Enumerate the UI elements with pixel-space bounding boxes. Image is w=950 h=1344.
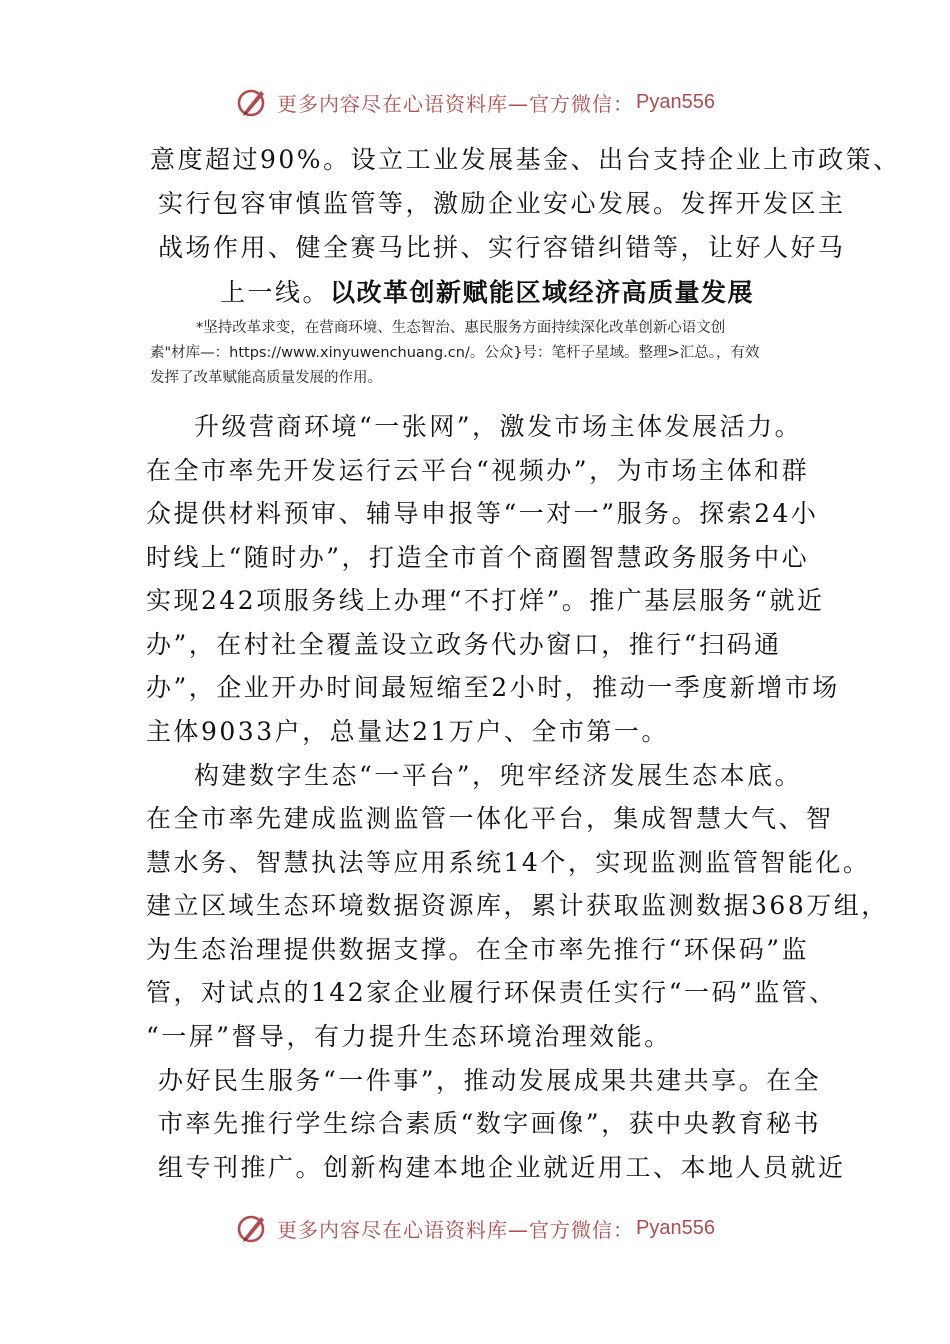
paragraph-line: 办”，企业开办时间最短缩至2小时，推动一季度新增市场 xyxy=(146,673,840,702)
paragraph-line: 建立区域生态环境数据资源库，累计获取监测数据368万组， xyxy=(146,891,889,920)
note-block xyxy=(150,316,820,391)
body-line: 意度超过90%。设立工业发展基金、出台支持企业上市政策、 xyxy=(150,145,901,174)
note-line: *坚持改革求变，在营商环境、生态智治、惠民服务方面持续深化改革创新心语文创 xyxy=(196,320,726,336)
paragraph-line: 组专刊推广。创新构建本地企业就近用工、本地人员就近 xyxy=(158,1153,846,1182)
section-heading: 以改革创新赋能区域经济高质量发展 xyxy=(330,278,755,307)
paragraph-line: 在全市率先开发运行云平台“视频办”，为市场主体和群 xyxy=(146,456,810,485)
pen-circle-icon xyxy=(235,85,269,119)
footer-banner xyxy=(0,1206,950,1250)
paragraph-line: 管，对试点的142家企业履行环保责任实行“一码”监管、 xyxy=(146,978,837,1007)
paragraph-line: 主体9033户，总量达21万户、全市第一。 xyxy=(146,717,669,746)
section-heading-line: 上一线。以改革创新赋能区域经济高质量发展 xyxy=(220,278,755,307)
header-banner xyxy=(0,80,950,124)
banner-wechat-id: Pyan556 xyxy=(636,90,715,113)
paragraph-line: 构建数字生态“一平台”，兜牢经济发展生态本底。 xyxy=(194,761,803,790)
paragraph-line: 众提供材料预审、辅导申报等“一对一”服务。探索24小 xyxy=(146,499,819,528)
paragraph-line: 市率先推行学生综合素质“数字画像”，获中央教育秘书 xyxy=(158,1109,822,1138)
paragraph-line: “一屏”督导，有力提升生态环境治理效能。 xyxy=(146,1022,672,1051)
paragraph-line: 实现242项服务线上办理“不打烊”。推广基层服务“就近 xyxy=(146,586,825,615)
note-line: 素"材库—：https://www.xinyuwenchuang.cn/。公众}号：笔杆子星域。整理>汇总。，有效 xyxy=(150,345,760,361)
paragraph-line: 慧水务、智慧执法等应用系统14个，实现监测监管智能化。 xyxy=(146,848,871,877)
note-line: 发挥了改革赋能高质量发展的作用。 xyxy=(150,370,382,386)
body-line: 实行包容审慎监管等，激励企业安心发展。发挥开发区主 xyxy=(158,189,846,218)
banner-text: 更多内容尽在心语资料库—官方微信： xyxy=(277,91,635,116)
banner-wechat-id: Pyan556 xyxy=(636,1216,715,1239)
paragraph-line: 办”，在村社全覆盖设立政务代办窗口，推行“扫码通 xyxy=(146,630,782,659)
paragraph-line: 办好民生服务“一件事”，推动发展成果共建共享。在全 xyxy=(158,1066,822,1095)
body-line: 战场作用、健全赛马比拼、实行容错纠错等，让好人好马 xyxy=(158,233,846,262)
paragraph-line: 升级营商环境“一张网”，激发市场主体发展活力。 xyxy=(194,412,803,441)
paragraph-line: 时线上“随时办”，打造全市首个商圈智慧政务服务中心 xyxy=(146,543,810,572)
pen-circle-icon xyxy=(235,1211,269,1245)
banner-text: 更多内容尽在心语资料库—官方微信： xyxy=(277,1217,635,1242)
paragraph-line: 在全市率先建成监测监管一体化平台，集成智慧大气、智 xyxy=(146,804,834,833)
paragraph-line: 为生态治理提供数据支撑。在全市率先推行“环保码”监 xyxy=(146,935,810,964)
